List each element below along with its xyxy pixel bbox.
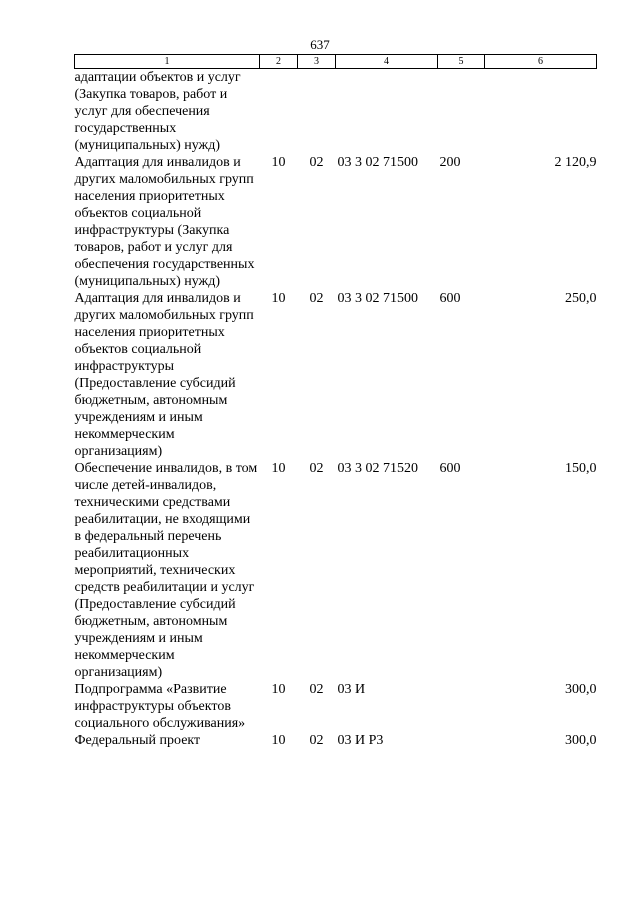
table-header [75, 55, 597, 69]
header-col-6: 6 [485, 55, 597, 69]
row-section: 10 [271, 461, 286, 476]
row-section: 10 [271, 733, 286, 748]
row-name: Адаптация для инвалидов и других маломобильных групп населения приоритетных объектов социальной инфраструктуры (Предоставление субсидий бюджетным, автономным учреждениям и иным некоммерческим организациям) [74, 291, 254, 459]
header-row [75, 55, 597, 69]
table-row [75, 154, 597, 290]
row-expense-type: 600 [439, 291, 461, 306]
row-subsection: 02 [309, 733, 324, 748]
row-expense-type [438, 69, 485, 155]
row-name: Федеральный проект [74, 733, 201, 748]
row-amount: 300,0 [565, 682, 597, 697]
table-row [75, 69, 597, 155]
header-col-1: 1 [75, 55, 260, 69]
table-row [75, 681, 597, 732]
row-name: Обеспечение инвалидов, в том числе детей-инвалидов, техническими средствами реабилитации, не входящими в федеральный перечень реабилитационных мероприятий, технических средств реабилитации и услуг (Предоставление субсидий бюджетным, автономным учреждениям и иным некоммерческим организациям) [74, 461, 258, 680]
row-target: 03 3 02 71500 [337, 291, 418, 306]
page-number: 637 [310, 37, 330, 52]
header-col-2: 2 [260, 55, 298, 69]
row-amount: 2 120,9 [554, 155, 597, 170]
row-name: Подпрограмма «Развитие инфраструктуры объектов социального обслуживания» [74, 682, 246, 731]
row-name: адаптации объектов и услуг (Закупка товаров, работ и услуг для обеспечения государственных (муниципальных) нужд) [74, 70, 241, 153]
row-subsection: 02 [309, 155, 324, 170]
row-expense-type [438, 681, 485, 732]
row-section: 10 [271, 155, 286, 170]
table-row [75, 290, 597, 460]
table-body [75, 69, 597, 750]
row-expense-type: 600 [439, 461, 461, 476]
header-col-4: 4 [336, 55, 438, 69]
row-amount: 250,0 [565, 291, 597, 306]
row-subsection [298, 69, 336, 155]
table-row [75, 460, 597, 681]
row-target: 03 3 02 71520 [337, 461, 418, 476]
row-section: 10 [271, 682, 286, 697]
row-subsection: 02 [309, 682, 324, 697]
header-col-5: 5 [438, 55, 485, 69]
table-row [75, 732, 597, 749]
row-expense-type [438, 732, 485, 749]
row-subsection: 02 [309, 291, 324, 306]
row-target: 03 И Р3 [337, 733, 384, 748]
row-amount: 150,0 [565, 461, 597, 476]
budget-table [74, 54, 597, 749]
row-target: 03 И [337, 682, 366, 697]
row-name: Адаптация для инвалидов и других маломобильных групп населения приоритетных объектов социальной инфраструктуры (Закупка товаров, работ и услуг для обеспечения государственных (муниципальных) нужд) [74, 155, 255, 289]
row-expense-type: 200 [439, 155, 461, 170]
row-subsection: 02 [309, 461, 324, 476]
row-amount [485, 69, 597, 155]
row-target: 03 3 02 71500 [337, 155, 418, 170]
row-target [336, 69, 438, 155]
row-section [260, 69, 298, 155]
header-col-3: 3 [298, 55, 336, 69]
row-section: 10 [271, 291, 286, 306]
row-amount: 300,0 [565, 733, 597, 748]
